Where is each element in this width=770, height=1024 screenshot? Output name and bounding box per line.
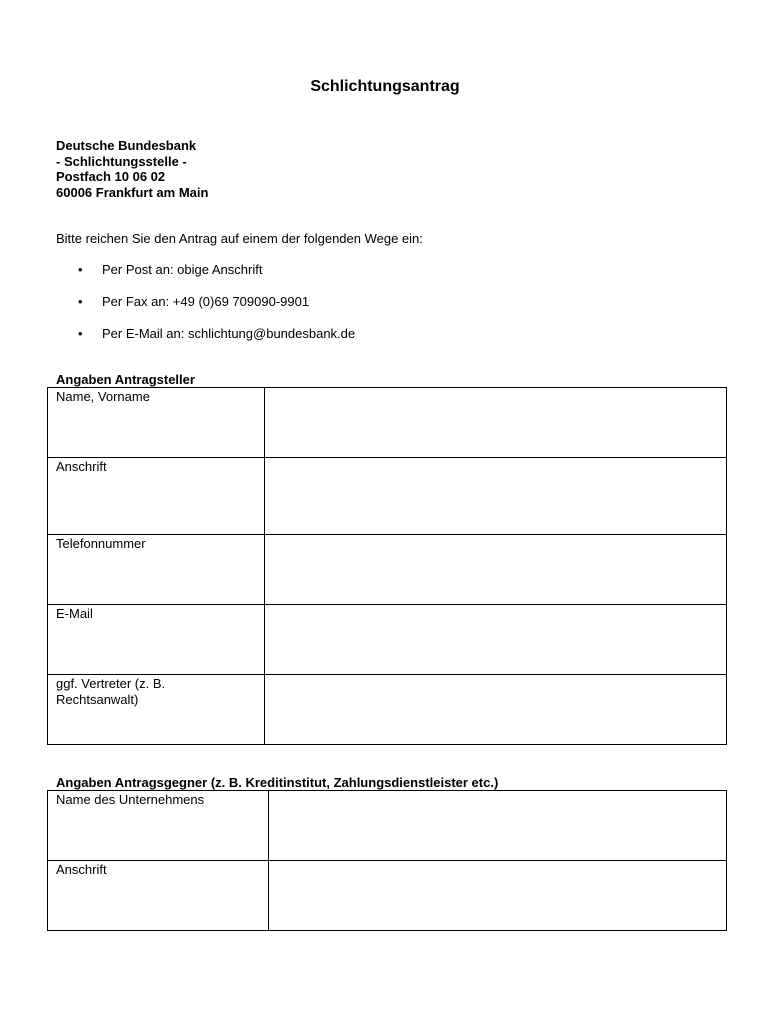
address-line: 60006 Frankfurt am Main (56, 184, 209, 200)
list-item (56, 262, 355, 294)
applicant-phone-field[interactable] (265, 535, 727, 605)
table-row (48, 675, 727, 745)
applicant-email-field[interactable] (265, 605, 727, 675)
document-title: Schlichtungsantrag (310, 78, 460, 95)
applicant-address-field[interactable] (265, 458, 727, 535)
address-line: Postfach 10 06 02 (56, 169, 166, 184)
submission-method-email: Per E-Mail an: schlichtung@bundesbank.de (102, 326, 356, 341)
opponent-company-label: Name des Unternehmens (48, 791, 269, 861)
applicant-name-field[interactable] (265, 388, 727, 458)
recipient-address (56, 138, 208, 200)
table-row (48, 388, 727, 458)
submission-intro: Bitte reichen Sie den Antrag auf einem der folgenden Wege ein: (56, 231, 423, 246)
bullet-icon: • (78, 262, 83, 277)
applicant-section-heading: Angaben Antragsteller (56, 372, 195, 387)
table-row (48, 458, 727, 535)
address-line: - Schlichtungsstelle - (56, 153, 187, 169)
submission-method-post: Per Post an: obige Anschrift (102, 262, 263, 277)
list-item (56, 294, 355, 326)
opponent-address-label: Anschrift (48, 861, 269, 931)
applicant-name-label: Name, Vorname (48, 388, 265, 458)
table-row (48, 861, 727, 931)
opponent-address-field[interactable] (269, 861, 727, 931)
opponent-section-heading: Angaben Antragsgegner (z. B. Kreditinstitut, Zahlungsdienstleister etc.) (56, 775, 499, 790)
table-row (48, 791, 727, 861)
address-line: Deutsche Bundesbank (56, 138, 197, 153)
applicant-address-label: Anschrift (48, 458, 265, 535)
submission-method-fax: Per Fax an: +49 (0)69 709090-9901 (102, 294, 310, 309)
submission-methods-list (56, 262, 355, 358)
applicant-email-label: E-Mail (48, 605, 265, 675)
table-row (48, 605, 727, 675)
applicant-phone-label: Telefonnummer (48, 535, 265, 605)
table-row (48, 535, 727, 605)
list-item (56, 326, 355, 358)
applicant-representative-field[interactable] (265, 675, 727, 745)
applicant-representative-label: ggf. Vertreter (z. B. Rechtsanwalt) (48, 675, 265, 745)
bullet-icon: • (78, 326, 83, 341)
opponent-company-field[interactable] (269, 791, 727, 861)
opponent-table (47, 790, 727, 931)
bullet-icon: • (78, 294, 83, 309)
applicant-table (47, 387, 727, 745)
